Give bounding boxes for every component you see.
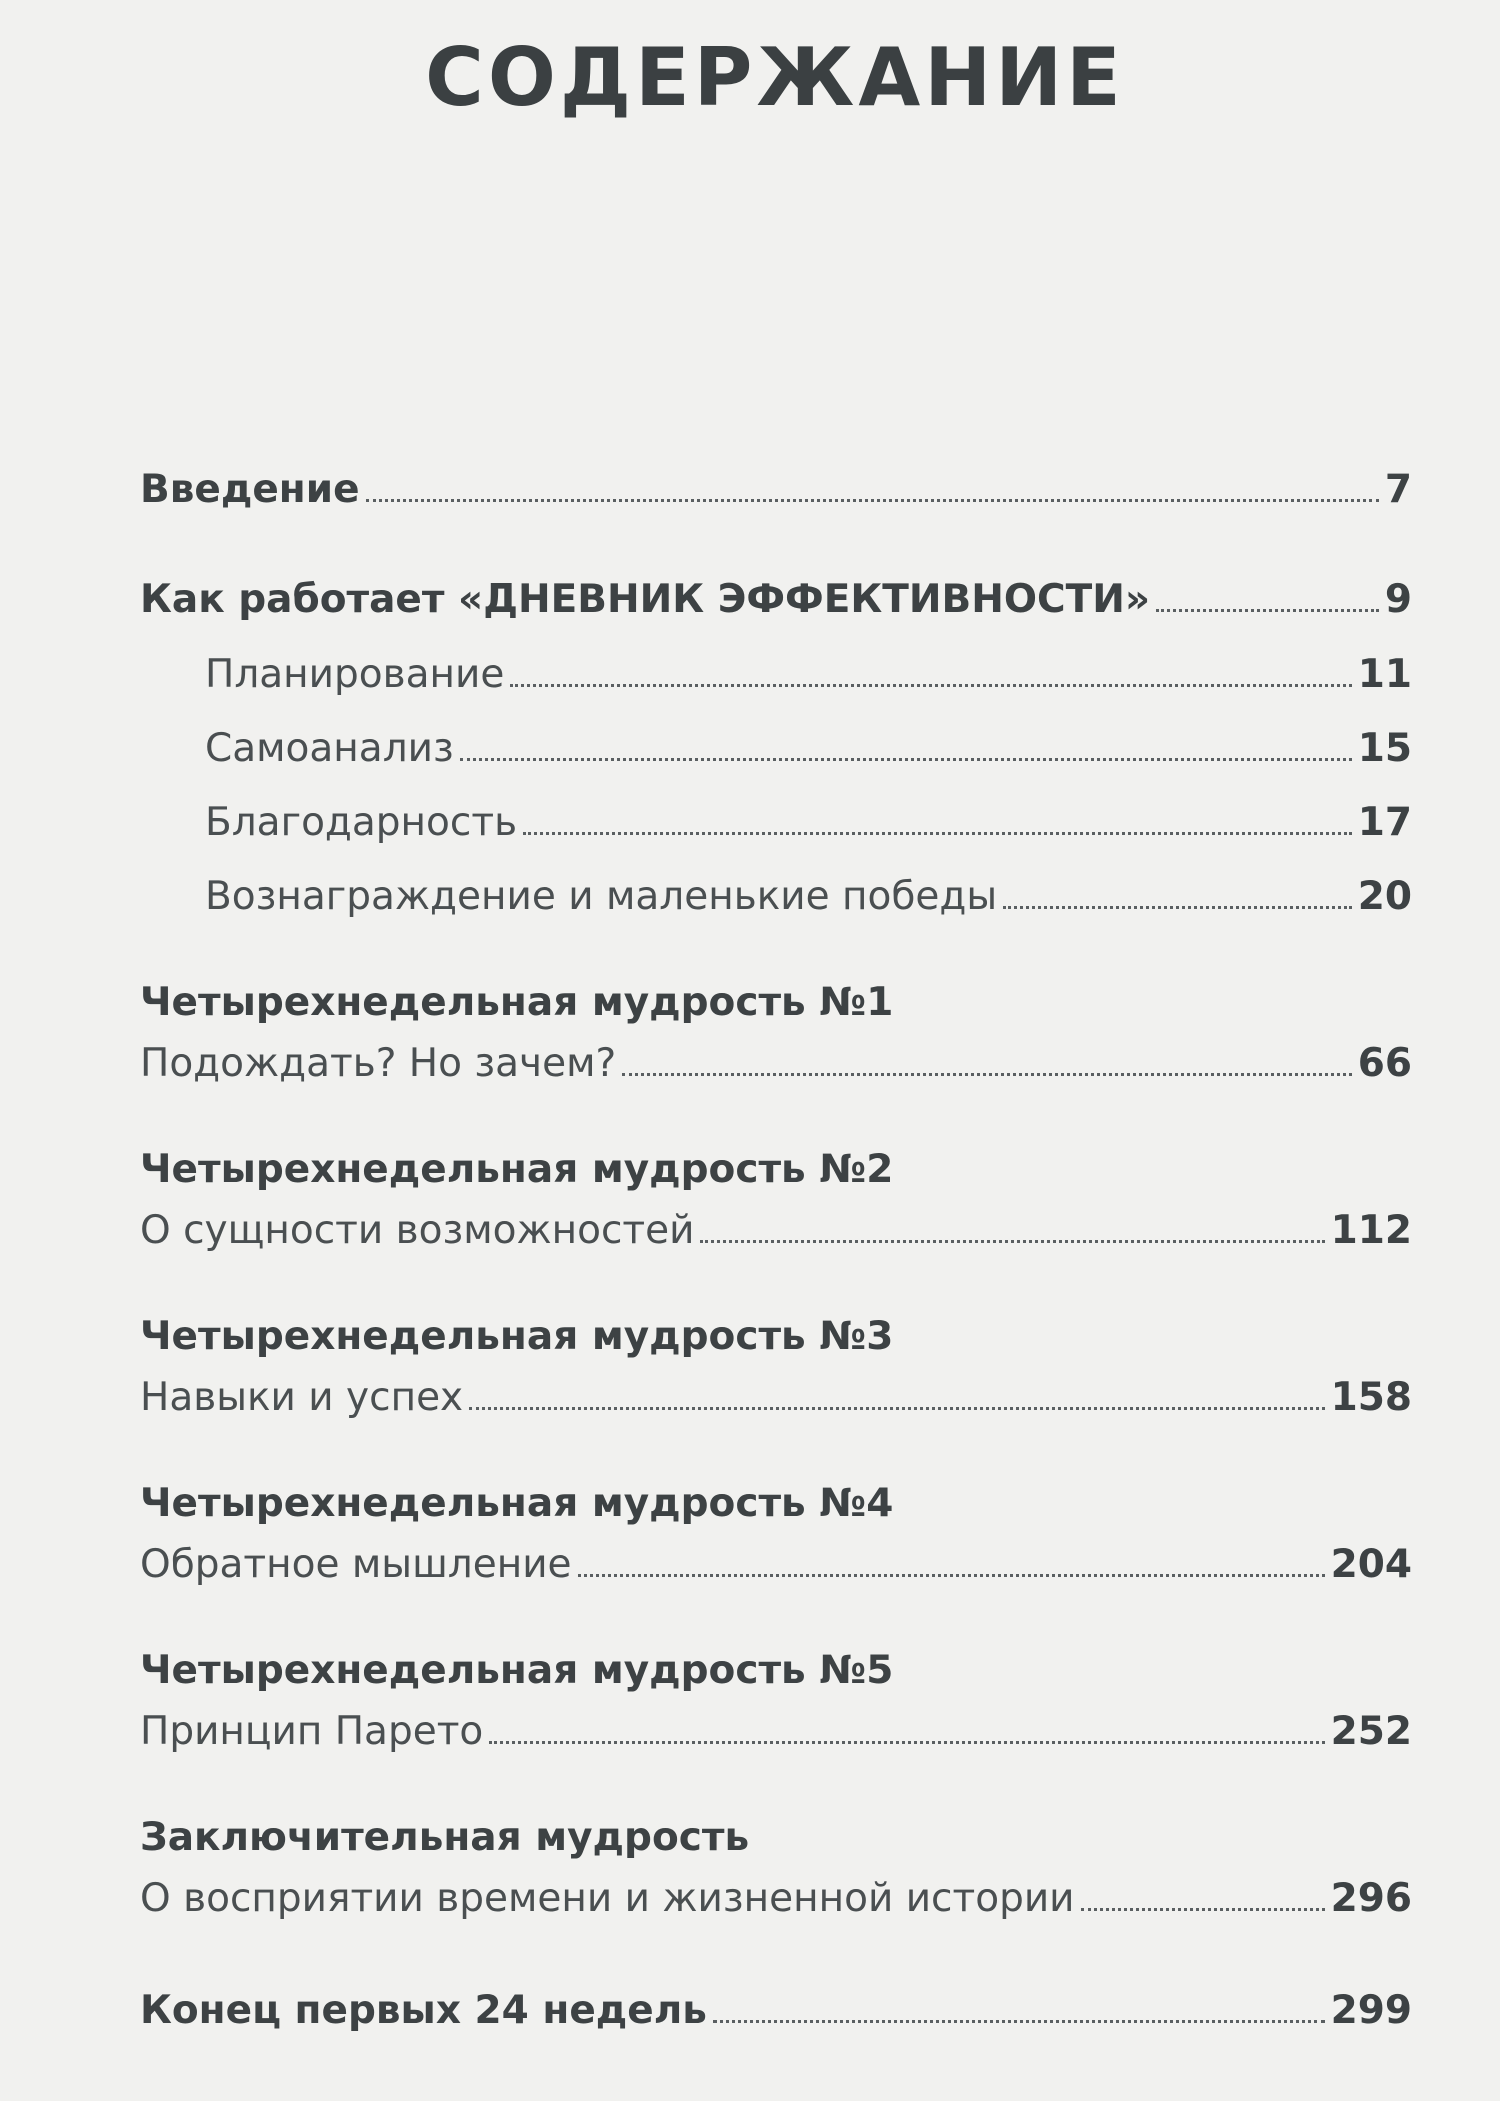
- toc-entry-label: Конец первых 24 недель: [140, 1988, 707, 2033]
- page-title: СОДЕРЖАНИЕ: [425, 31, 1125, 124]
- toc-entry-label: Планирование: [205, 652, 505, 697]
- toc-entry-wisdom-1[interactable]: [140, 1041, 1412, 1086]
- toc-page-number: 15: [1357, 726, 1412, 771]
- toc-page-number: 299: [1330, 1988, 1412, 2033]
- dot-leader: [1003, 906, 1352, 909]
- toc-entry-label: Обратное мышление: [140, 1542, 572, 1587]
- toc-entry-wisdom-2[interactable]: [140, 1208, 1412, 1253]
- toc-entry-how-diary-works[interactable]: [140, 577, 1412, 622]
- dot-leader: [489, 1741, 1324, 1744]
- toc-subentry-self-analysis[interactable]: [205, 726, 1412, 771]
- toc-entry-label: Введение: [140, 467, 360, 512]
- toc-entry-end-of-24-weeks[interactable]: [140, 1988, 1412, 2033]
- dot-leader: [578, 1574, 1325, 1577]
- toc-page-number: 112: [1330, 1208, 1412, 1253]
- toc-page-number: 11: [1357, 652, 1412, 697]
- dot-leader: [469, 1407, 1324, 1410]
- toc-entry-label: Вознаграждение и маленькие победы: [205, 874, 998, 919]
- toc-section-heading-2: Четырехнедельная мудрость №2: [140, 1147, 894, 1192]
- toc-entry-label: Самоанализ: [205, 726, 454, 771]
- toc-section-heading-3: Четырехнедельная мудрость №3: [140, 1314, 894, 1359]
- dot-leader: [510, 684, 1351, 687]
- toc-subentry-rewards[interactable]: [205, 874, 1412, 919]
- toc-entry-introduction[interactable]: [140, 467, 1412, 512]
- toc-section-heading-5: Четырехнедельная мудрость №5: [140, 1648, 894, 1693]
- dot-leader: [713, 2020, 1325, 2023]
- toc-page-number: 252: [1330, 1709, 1412, 1754]
- toc-entry-label: Принцип Парето: [140, 1709, 484, 1754]
- dot-leader: [366, 499, 1379, 502]
- toc-entry-wisdom-5[interactable]: [140, 1709, 1412, 1754]
- toc-subentry-planning[interactable]: [205, 652, 1412, 697]
- toc-section-heading-1: Четырехнедельная мудрость №1: [140, 980, 894, 1025]
- toc-entry-wisdom-4[interactable]: [140, 1542, 1412, 1587]
- toc-entry-final-wisdom[interactable]: [140, 1876, 1412, 1921]
- dot-leader: [622, 1073, 1352, 1076]
- toc-page-number: 158: [1330, 1375, 1412, 1420]
- toc-page-number: 9: [1384, 577, 1412, 622]
- toc-page-number: 66: [1357, 1041, 1412, 1086]
- toc-page-number: 204: [1330, 1542, 1412, 1587]
- dot-leader: [523, 832, 1352, 835]
- toc-section-heading-final: Заключительная мудрость: [140, 1815, 750, 1860]
- toc-entry-label: О сущности возможностей: [140, 1208, 695, 1253]
- toc-page-number: 20: [1357, 874, 1412, 919]
- toc-entry-label: Как работает «ДНЕВНИК ЭФФЕКТИВНОСТИ»: [140, 577, 1151, 622]
- dot-leader: [1156, 609, 1379, 612]
- toc-entry-wisdom-3[interactable]: [140, 1375, 1412, 1420]
- toc-page-number: 7: [1384, 467, 1412, 512]
- toc-page-number: 296: [1330, 1876, 1412, 1921]
- dot-leader: [700, 1240, 1324, 1243]
- dot-leader: [460, 758, 1352, 761]
- toc-entry-label: О восприятии времени и жизненной истории: [140, 1876, 1075, 1921]
- toc-entry-label: Навыки и успех: [140, 1375, 464, 1420]
- toc-entry-label: Подождать? Но зачем?: [140, 1041, 617, 1086]
- toc-entry-label: Благодарность: [205, 800, 518, 845]
- dot-leader: [1081, 1908, 1325, 1911]
- toc-subentry-gratitude[interactable]: [205, 800, 1412, 845]
- toc-section-heading-4: Четырехнедельная мудрость №4: [140, 1481, 894, 1526]
- toc-page-number: 17: [1357, 800, 1412, 845]
